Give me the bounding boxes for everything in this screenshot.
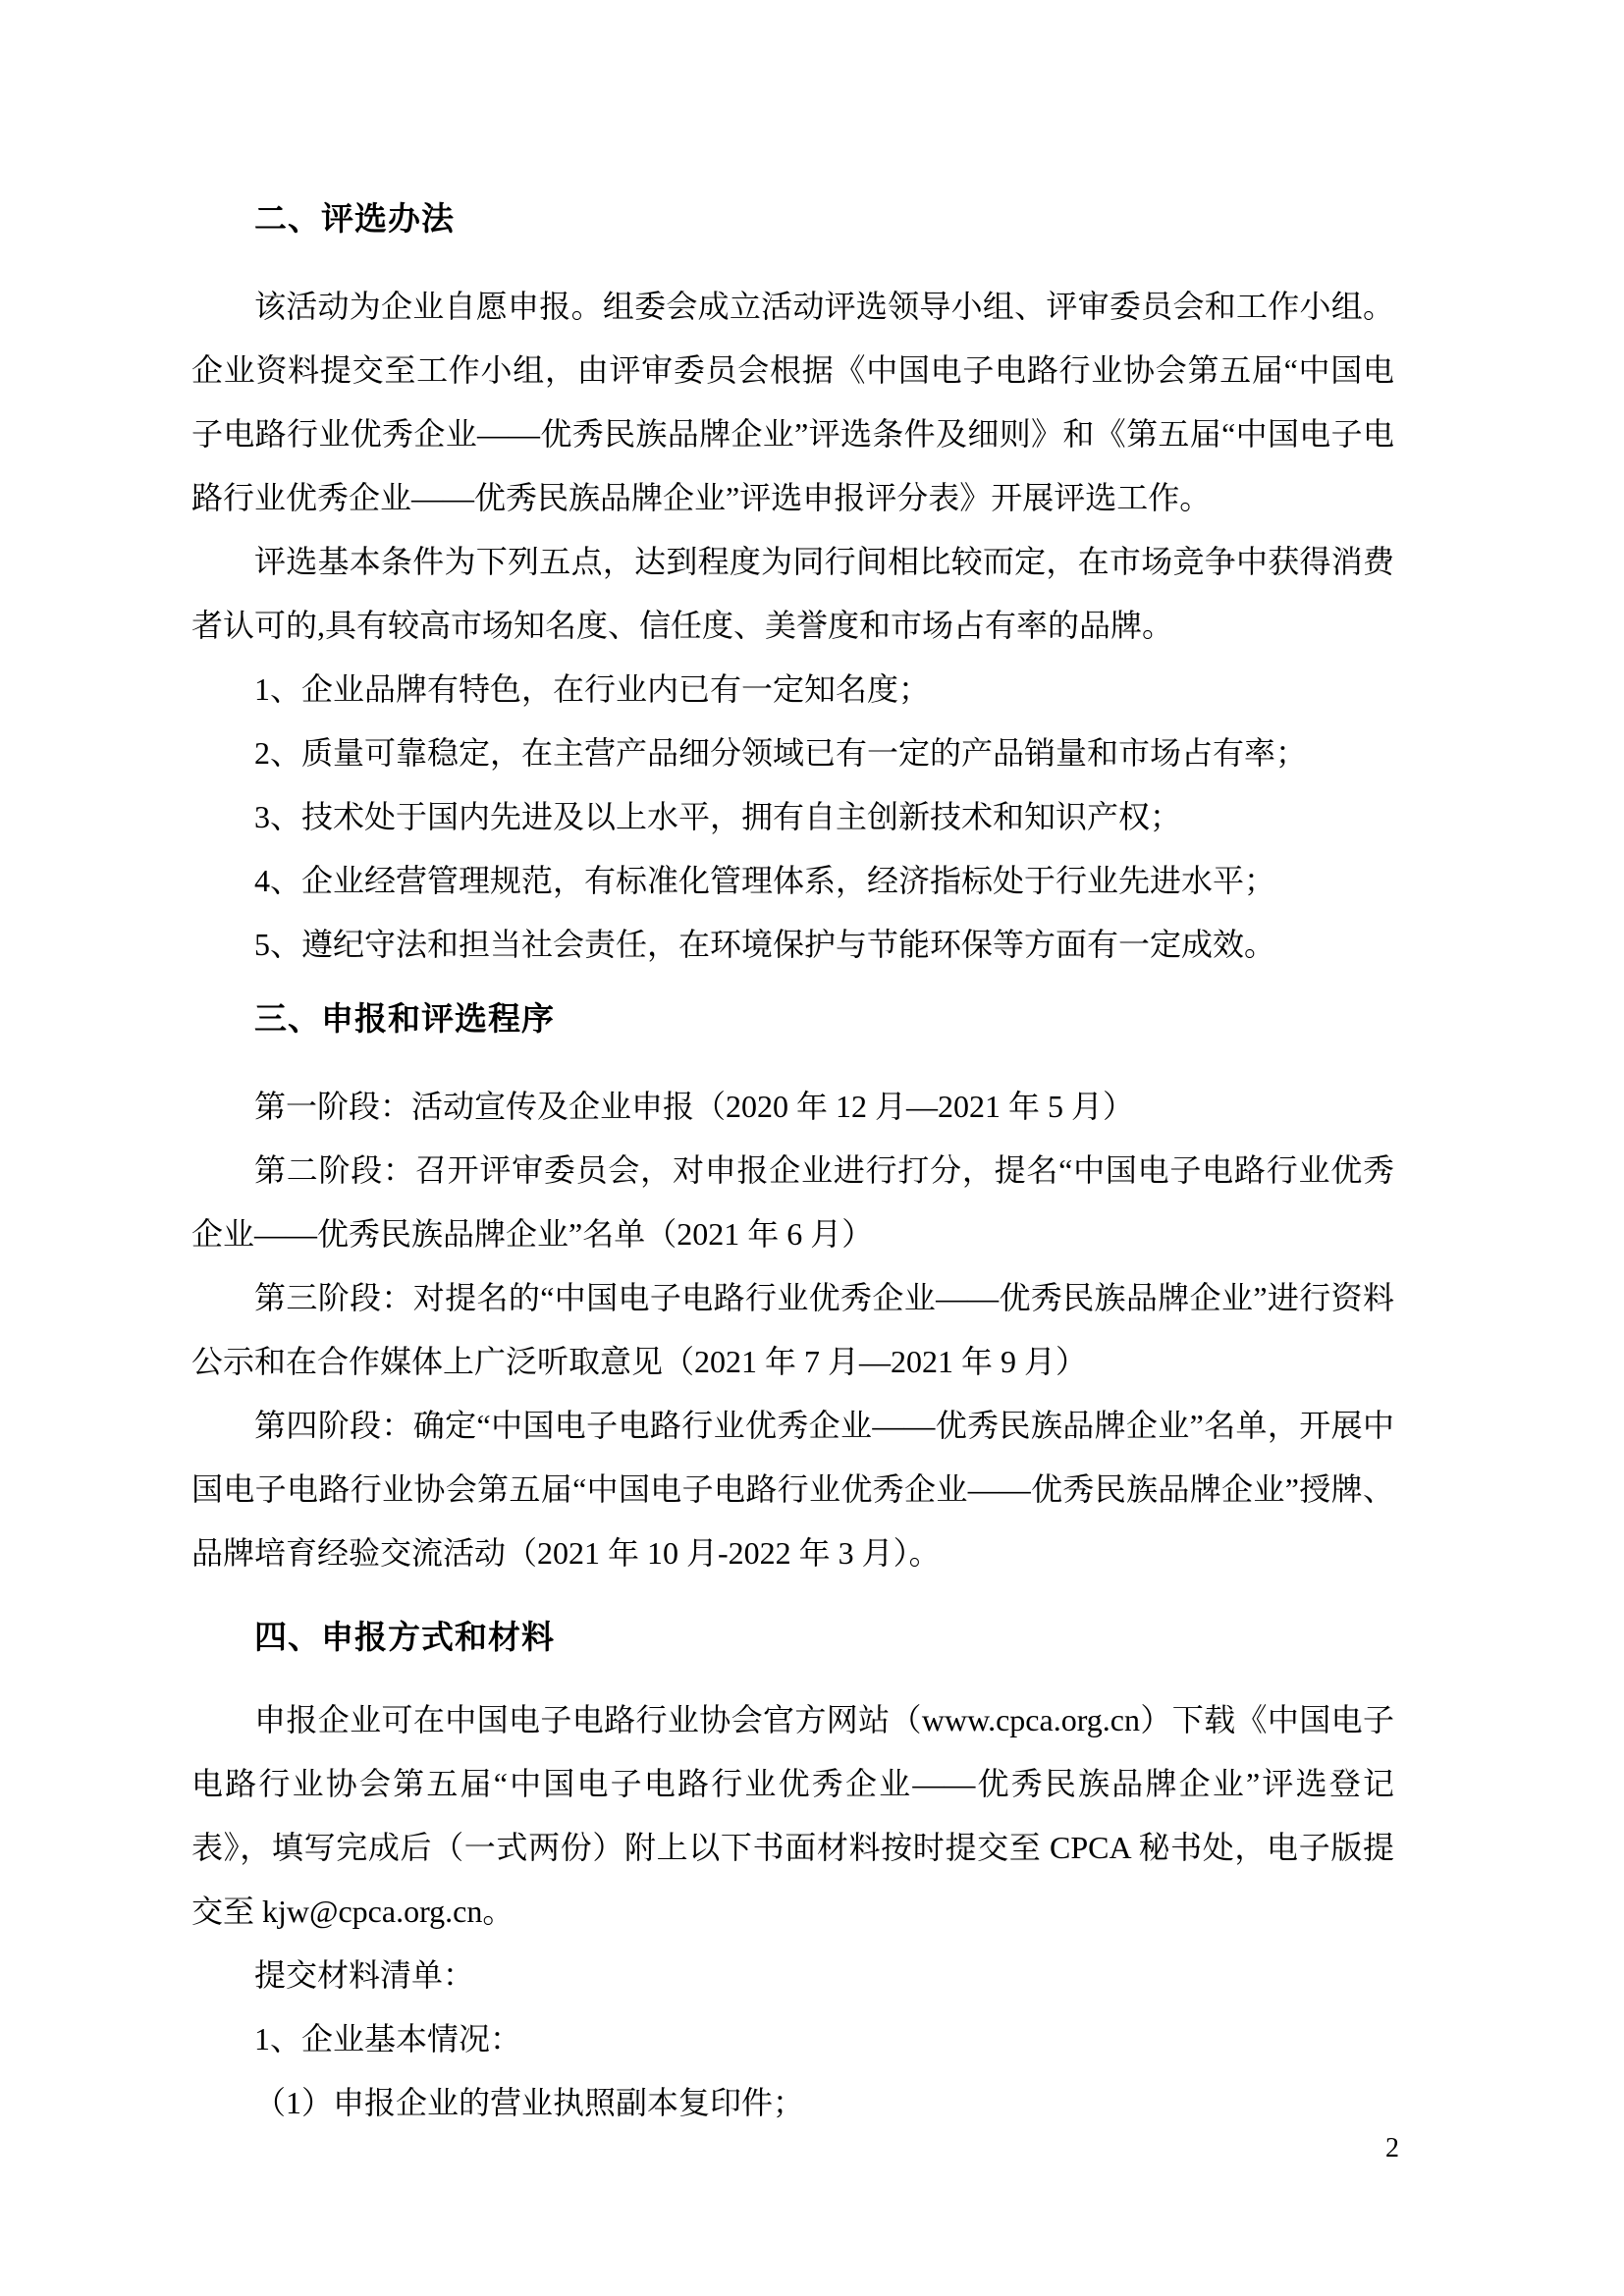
paragraph: 第二阶段：召开评审委员会，对申报企业进行打分，提名“中国电子电路行业优秀企业——优秀民族品牌企业”名单（2021 年 6 月） bbox=[191, 1152, 1394, 1252]
section-heading: 二、评选办法 bbox=[254, 200, 455, 237]
section-heading: 三、申报和评选程序 bbox=[254, 1000, 555, 1037]
list-item: 2、质量可靠稳定，在主营产品细分领域已有一定的产品销量和市场占有率； bbox=[254, 735, 1308, 771]
paragraph: 第一阶段：活动宣传及企业申报（2020 年 12 月—2021 年 5 月） bbox=[254, 1089, 1135, 1124]
section-heading: 四、申报方式和材料 bbox=[254, 1619, 555, 1655]
list-item: 4、企业经营管理规范，有标准化管理体系，经济指标处于行业先进水平； bbox=[254, 863, 1276, 898]
paragraph: 评选基本条件为下列五点，达到程度为同行间相比较而定，在市场竞争中获得消费者认可的,具有较高市场知名度、信任度、美誉度和市场占有率的品牌。 bbox=[191, 544, 1394, 643]
section-application-procedure bbox=[191, 987, 1394, 1585]
page-number: 2 bbox=[1385, 2133, 1399, 2163]
list-item: （1）申报企业的营业执照副本复印件； bbox=[254, 2085, 805, 2120]
paragraph: 申报企业可在中国电子电路行业协会官方网站（www.cpca.org.cn）下载《中国电子电路行业协会第五届“中国电子电路行业优秀企业——优秀民族品牌企业”评选登记表》，填写完成后（一式两份）附上以下书面材料按时提交至 CPCA 秘书处，电子版提交至 kjw@cpca.org.cn。 bbox=[191, 1702, 1394, 1929]
section-evaluation-method bbox=[191, 187, 1394, 977]
paragraph: 第四阶段：确定“中国电子电路行业优秀企业——优秀民族品牌企业”名单，开展中国电子电路行业协会第五届“中国电子电路行业优秀企业——优秀民族品牌企业”授牌、品牌培育经验交流活动（2021 年 10 月-2022 年 3 月）。 bbox=[191, 1408, 1394, 1571]
list-item: 5、遵纪守法和担当社会责任，在环境保护与节能环保等方面有一定成效。 bbox=[254, 927, 1276, 962]
section-application-materials bbox=[191, 1605, 1394, 2135]
paragraph: 第三阶段：对提名的“中国电子电路行业优秀企业——优秀民族品牌企业”进行资料公示和在合作媒体上广泛听取意见（2021 年 7 月—2021 年 9 月） bbox=[191, 1280, 1394, 1379]
document-body bbox=[191, 187, 1394, 2135]
list-item: 1、企业品牌有特色，在行业内已有一定知名度； bbox=[254, 671, 931, 707]
paragraph: 提交材料清单： bbox=[254, 1957, 475, 1993]
paragraph: 该活动为企业自愿申报。组委会成立活动评选领导小组、评审委员会和工作小组。企业资料提交至工作小组，由评审委员会根据《中国电子电路行业协会第五届“中国电子电路行业优秀企业——优秀民族品牌企业”评选条件及细则》和《第五届“中国电子电路行业优秀企业——优秀民族品牌企业”评选申报评分表》开展评选工作。 bbox=[191, 289, 1394, 515]
list-item: 1、企业基本情况： bbox=[254, 2021, 522, 2056]
list-item: 3、技术处于国内先进及以上水平，拥有自主创新技术和知识产权； bbox=[254, 799, 1182, 834]
